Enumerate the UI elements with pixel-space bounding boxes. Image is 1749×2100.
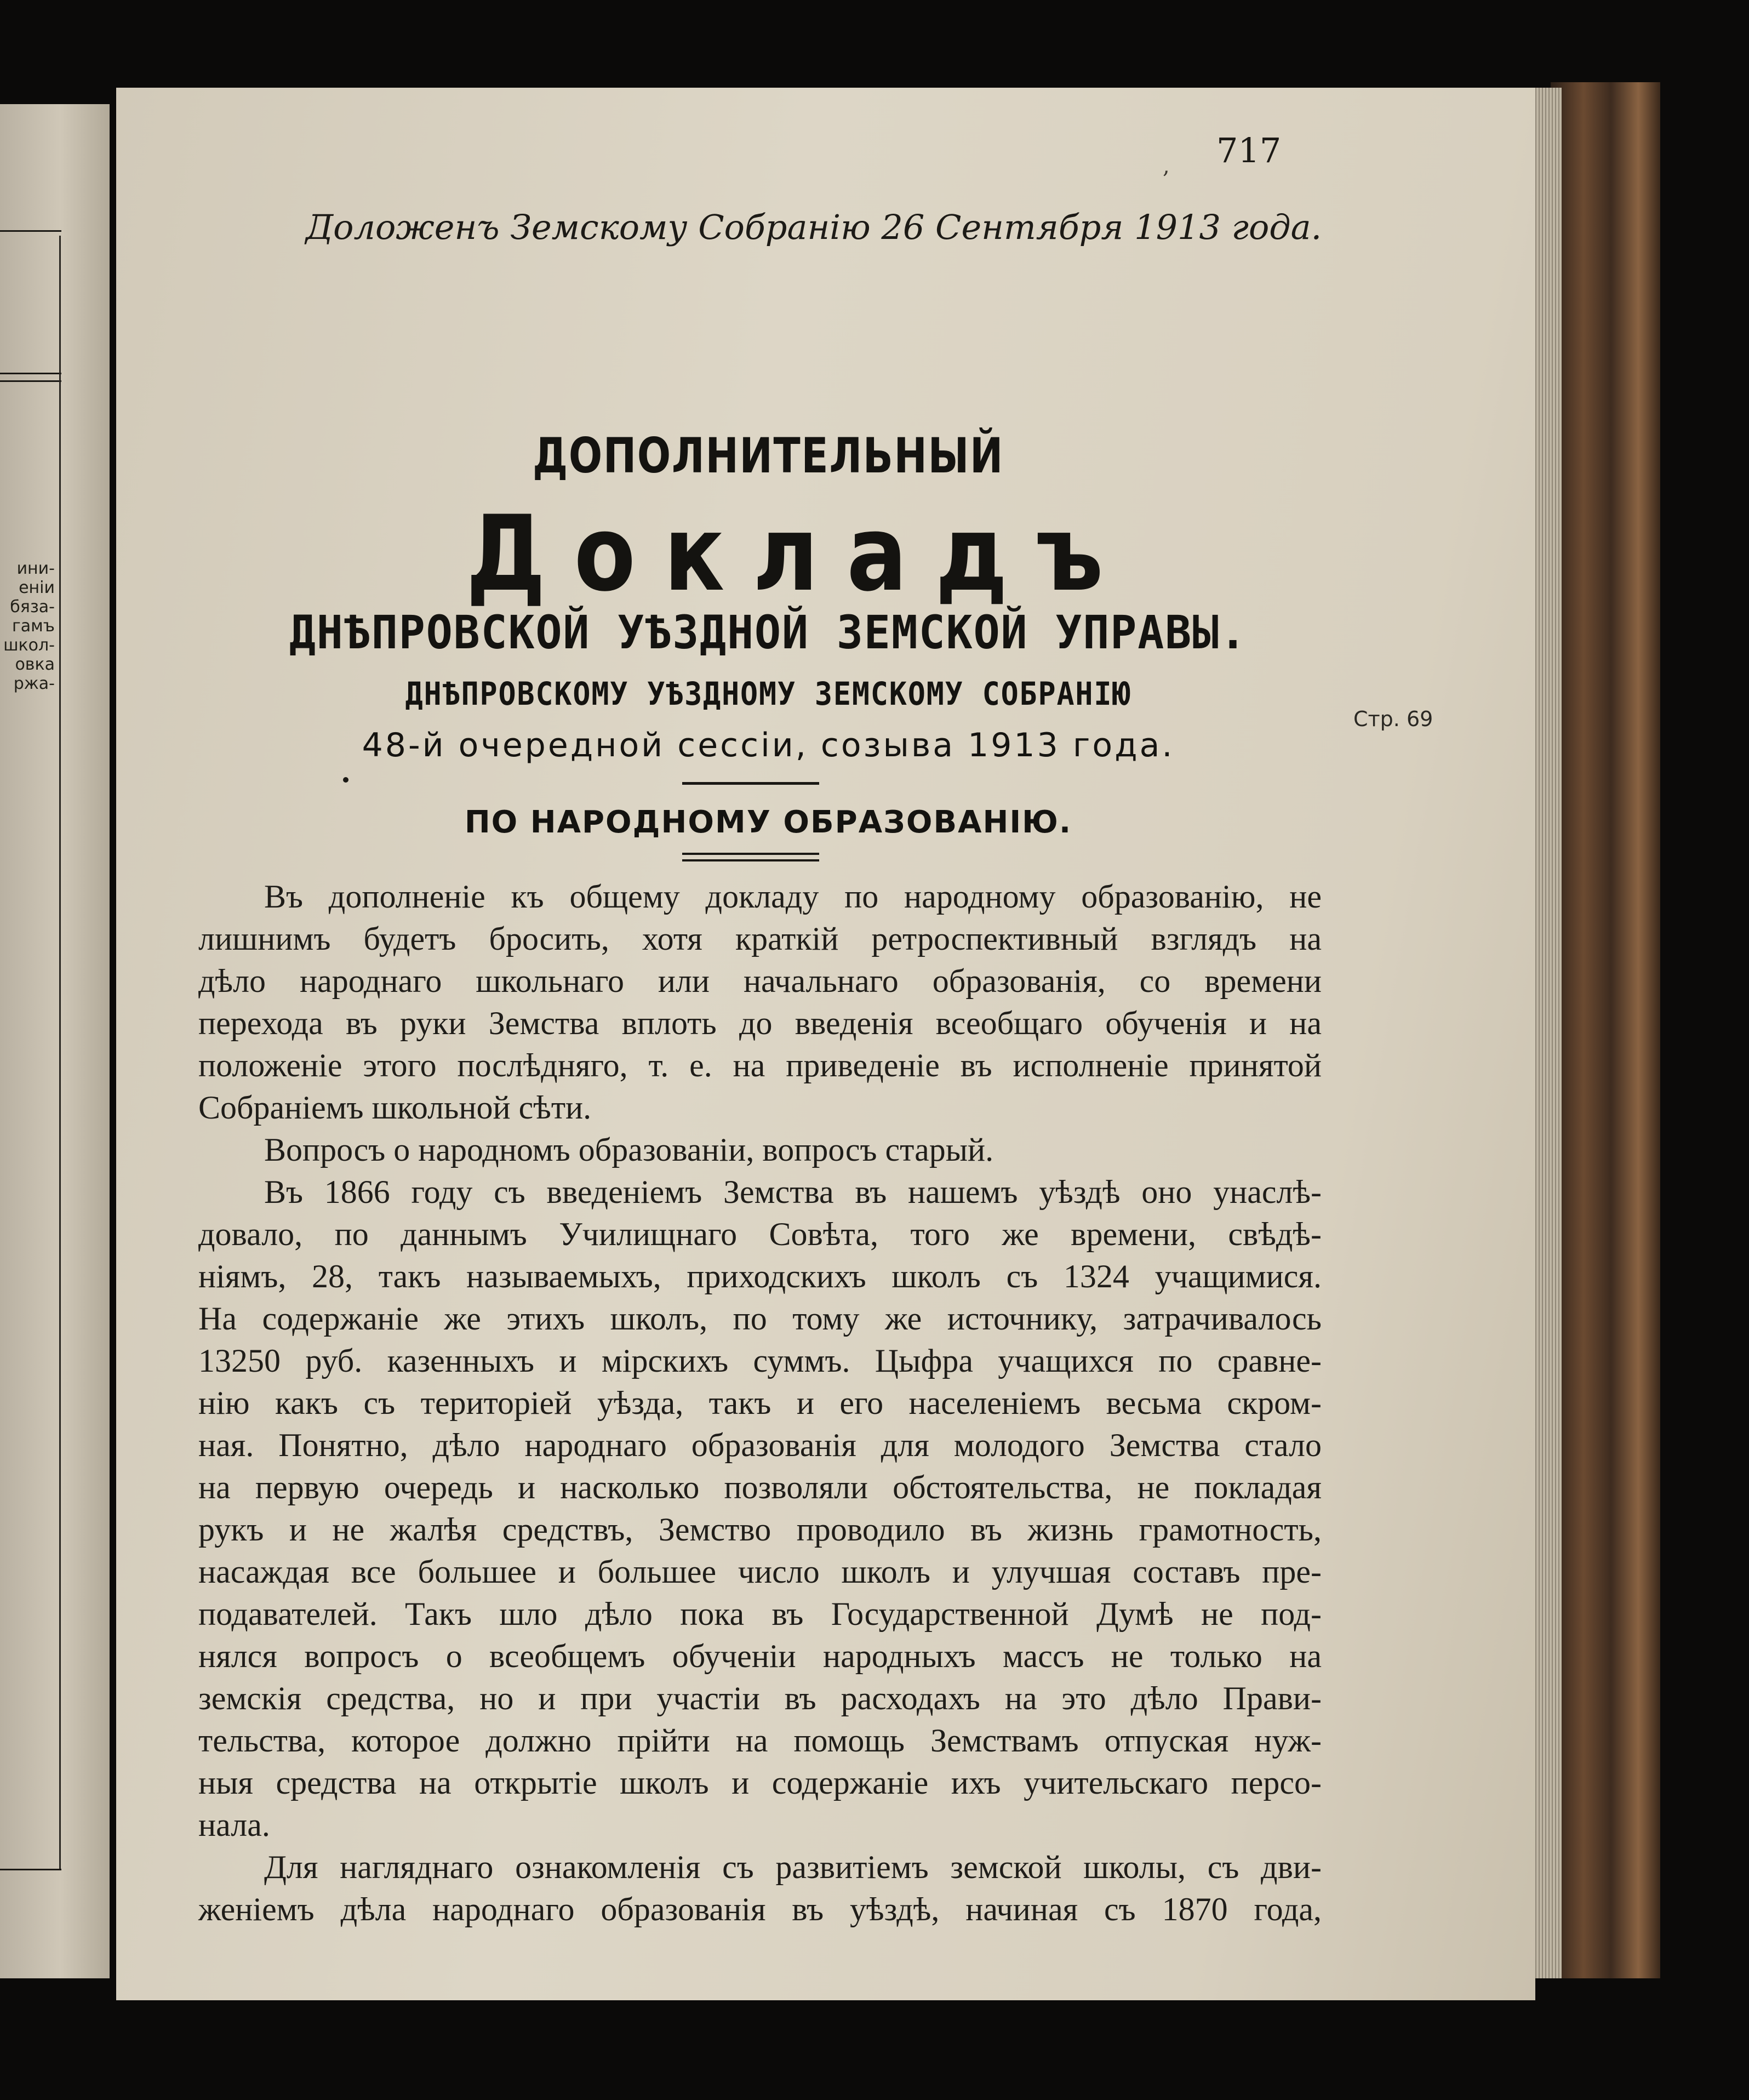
text-line: земскія средства, но и при участіи въ расходахъ на это дѣло Прави- [198, 1680, 1322, 1716]
stray-dot [343, 777, 348, 783]
text-line: тельства, которое должно прійти на помощь Земствамъ отпуская нуж- [198, 1722, 1322, 1759]
page-number: 717 [1216, 130, 1282, 170]
title-supplementary: ДОПОЛНИТЕЛЬНЫЙ [532, 427, 1004, 484]
text-line: нялся вопросъ о всеобщемъ обученіи народныхъ массъ не только на [198, 1638, 1322, 1674]
text-line: перехода въ руки Земства вплоть до введенія всеобщаго обученія и на [198, 1005, 1322, 1041]
left-page-rule [0, 1869, 61, 1870]
title-session: 48-й очередной сессіи, созыва 1913 года. [362, 726, 1175, 764]
left-page-line: бяза- [10, 597, 55, 617]
left-page-line: школ- [3, 636, 55, 655]
text-line: Въ дополненіе къ общему докладу по народному образованію, не [264, 878, 1322, 915]
left-page-line: ини- [16, 559, 55, 578]
text-line: положеніе этого послѣдняго, т. е. на приведеніе въ исполненіе принятой [198, 1047, 1322, 1083]
title-uprava: ДНѢПРОВСКОЙ УѢЗДНОЙ ЗЕМСКОЙ УПРАВЫ. [289, 606, 1248, 659]
text-line: ныя средства на открытіе школъ и содержаніе ихъ учительскаго персо- [198, 1765, 1322, 1801]
text-line: на первую очередь и насколько позволяли обстоятельства, не покладая [198, 1469, 1322, 1505]
text-line: лишнимъ будетъ бросить, хотя краткій ретроспективный взглядъ на [198, 921, 1322, 957]
text-line: Собраніемъ школьной сѣти. [198, 1089, 592, 1126]
title-topic: ПО НАРОДНОМУ ОБРАЗОВАНІЮ. [464, 804, 1072, 840]
text-line: 13250 руб. казенныхъ и мірскихъ суммъ. Цыфра учащихся по сравне- [198, 1343, 1322, 1379]
left-page-line: ржа- [13, 674, 55, 693]
text-line: насаждая все большее и большее число школъ и улучшая составъ пре- [198, 1554, 1322, 1590]
topic-double-rule-top [682, 853, 819, 855]
text-line: нію какъ съ територіей уѣзда, такъ и его населеніемъ весьма скром- [198, 1385, 1322, 1421]
left-page-rule [0, 373, 61, 374]
text-line: довало, по даннымъ Училищнаго Совѣта, того же времени, свѣдѣ- [198, 1216, 1322, 1252]
text-line: нала. [198, 1807, 270, 1843]
text-line: Вопросъ о народномъ образованіи, вопросъ старый. [264, 1132, 994, 1168]
text-line: Для нагляднаго ознакомленія съ развитіемъ земской школы, съ дви- [264, 1849, 1322, 1885]
left-page-rule [0, 380, 61, 382]
left-page-line: еніи [19, 578, 55, 597]
header-note: Доложенъ Земскому Собранію 26 Сентября 1913 года. [305, 207, 1322, 247]
text-line: женіемъ дѣла народнаго образованія въ уѣздѣ, начиная съ 1870 года, [198, 1891, 1322, 1927]
margin-note: Стр. 69 [1353, 707, 1433, 731]
text-line: дѣло народнаго школьнаго или начальнаго образованія, со времени [198, 963, 1322, 999]
text-line: рукъ и не жалѣя средствъ, Земство проводило въ жизнь грамотность, [198, 1511, 1322, 1548]
title-sobranie: ДНѢПРОВСКОМУ УѢЗДНОМУ ЗЕМСКОМУ СОБРАНІЮ [405, 675, 1131, 712]
section-divider [682, 782, 819, 785]
book-binding [1551, 82, 1660, 1978]
tick-mark: , [1163, 153, 1170, 179]
text-line: подавателей. Такъ шло дѣло пока въ Государственной Думѣ не под- [198, 1596, 1322, 1632]
body-text [198, 876, 1322, 1931]
topic-double-rule-bottom [682, 859, 819, 861]
text-line: ная. Понятно, дѣло народнаго образованія для молодого Земства стало [198, 1427, 1322, 1463]
text-line: На содержаніе же этихъ школъ, по тому же источнику, затрачивалось [198, 1300, 1322, 1337]
text-line: ніямъ, 28, такъ называемыхъ, приходскихъ школъ съ 1324 учащимися. [198, 1258, 1322, 1294]
title-report: Докладъ [466, 493, 1132, 614]
left-page-column-rule [59, 236, 61, 1869]
text-line: Въ 1866 году съ введеніемъ Земства въ нашемъ уѣздѣ оно унаслѣ- [264, 1174, 1322, 1210]
left-page-line: гамъ [12, 617, 55, 636]
left-page-text [0, 559, 55, 693]
left-page-fragment [0, 104, 110, 1978]
left-page-line: овка [15, 655, 55, 674]
